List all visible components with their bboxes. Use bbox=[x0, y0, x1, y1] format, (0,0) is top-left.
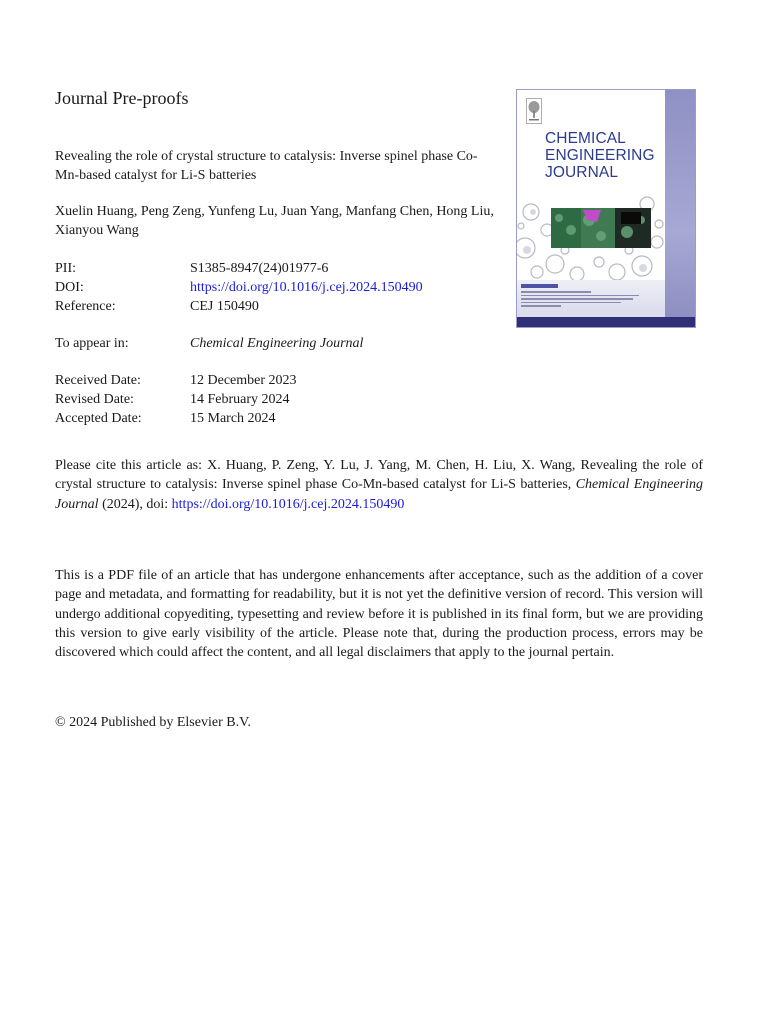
accepted-row bbox=[55, 409, 297, 428]
author-list: Xuelin Huang, Peng Zeng, Yunfeng Lu, Juan Yang, Manfang Chen, Hong Liu, Xianyou Wang bbox=[55, 204, 494, 238]
citation-text: Please cite this article as: X. Huang, P. Zeng, Y. Lu, J. Yang, M. Chen, H. Liu, X. Wang, Revealing the role of crystal structure to catalysis: Inverse spinel phase Co-Mn-based catalyst for Li-S batteries, bbox=[55, 458, 703, 493]
received-row bbox=[55, 371, 297, 390]
revised-value: 14 February 2024 bbox=[190, 392, 290, 407]
cover-featured-text-lines bbox=[521, 291, 641, 309]
page-title: Journal Pre-proofs bbox=[55, 88, 189, 108]
revised-row bbox=[55, 390, 297, 409]
cover-title-line3: JOURNAL bbox=[545, 164, 619, 181]
received-value: 12 December 2023 bbox=[190, 373, 297, 388]
citation-paragraph bbox=[55, 456, 703, 514]
cover-featured-tag bbox=[521, 284, 558, 288]
reference-value: CEJ 150490 bbox=[190, 299, 259, 314]
identifier-block bbox=[55, 259, 423, 316]
citation-doi-link[interactable]: https://doi.org/10.1016/j.cej.2024.150490 bbox=[171, 496, 405, 512]
pii-value: S1385-8947(24)01977-6 bbox=[190, 261, 329, 276]
cover-title-line1: CHEMICAL bbox=[545, 130, 626, 147]
pii-row bbox=[55, 259, 423, 278]
citation-year: (2024), doi: bbox=[98, 496, 172, 512]
cover-bottom-bar bbox=[517, 317, 695, 327]
received-label: Received Date: bbox=[55, 373, 141, 388]
appear-label: To appear in: bbox=[55, 336, 129, 351]
pii-label: PII: bbox=[55, 261, 76, 276]
appear-row bbox=[55, 334, 363, 353]
accepted-value: 15 March 2024 bbox=[190, 411, 276, 426]
reference-label: Reference: bbox=[55, 299, 116, 314]
cover-bubbles-artwork bbox=[517, 190, 665, 282]
cover-side-strip bbox=[665, 90, 695, 327]
appear-value: Chemical Engineering Journal bbox=[190, 336, 364, 351]
dates-block bbox=[55, 371, 297, 428]
cover-title bbox=[545, 130, 665, 181]
article-title: Revealing the role of crystal structure to catalysis: Inverse spinel phase Co-Mn-based catalyst for Li-S batteries bbox=[55, 149, 478, 183]
doi-label: DOI: bbox=[55, 280, 84, 295]
doi-row bbox=[55, 278, 423, 297]
appear-block bbox=[55, 334, 363, 353]
journal-cover-image bbox=[516, 89, 696, 328]
cover-title-line2: ENGINEERING bbox=[545, 147, 655, 164]
elsevier-tree-icon bbox=[526, 98, 542, 124]
revised-label: Revised Date: bbox=[55, 392, 134, 407]
disclaimer-paragraph: This is a PDF file of an article that has undergone enhancements after acceptance, such as the addition of a cover page and metadata, and formatting for readability, but it is not yet the definitive version of record. This version will undergo additional copyediting, typesetting and review before it is published in its final form, but we are providing this version to give early visibility of the article. Please note that, during the production process, errors may be discovered which could affect the content, and all legal disclaimers that apply to the journal pertain. bbox=[55, 568, 703, 661]
accepted-label: Accepted Date: bbox=[55, 411, 142, 426]
reference-row bbox=[55, 297, 423, 316]
copyright-notice: © 2024 Published by Elsevier B.V. bbox=[55, 715, 251, 730]
doi-link[interactable]: https://doi.org/10.1016/j.cej.2024.150490 bbox=[190, 280, 423, 295]
citation-journal: Chemical Engineering Journal bbox=[55, 477, 703, 512]
